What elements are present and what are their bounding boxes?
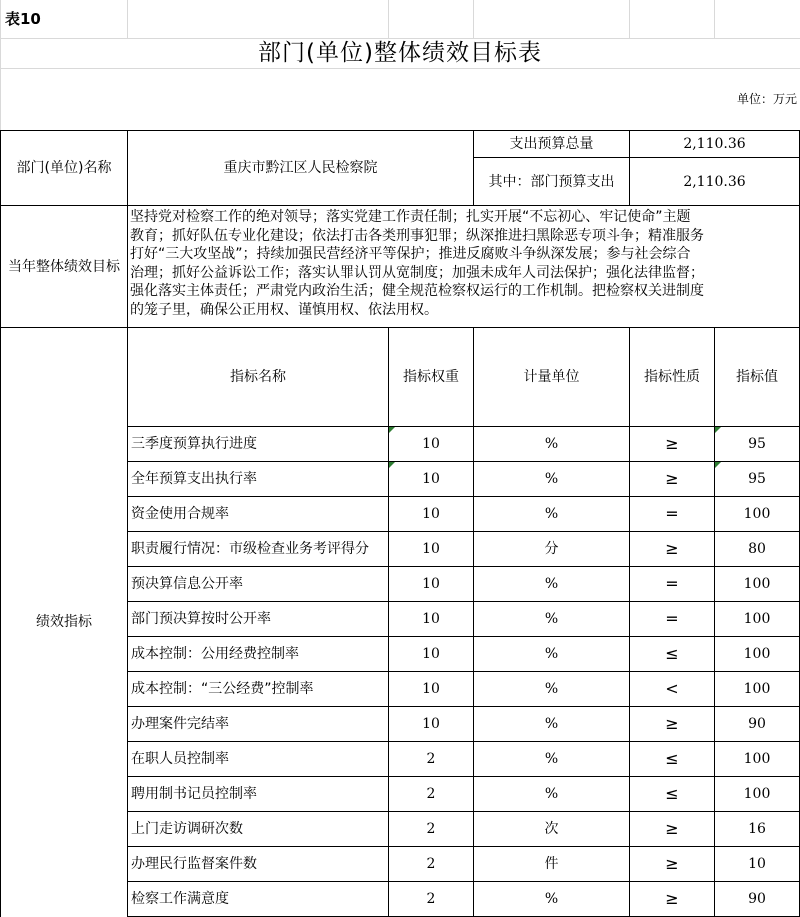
cell-name: 职责履行情况：市级检查业务考评得分 [131,540,369,557]
goal-line: 的笼子里，确保公正用权、谨慎用权、依法用权。 [130,301,438,318]
cell-name: 上门走访调研次数 [131,820,243,837]
cell-name: 检察工作满意度 [131,890,229,907]
budget-dept-value: 2,110.36 [683,173,746,190]
cell-value: 95 [748,471,766,487]
cell-weight: 2 [426,751,436,767]
cell-unit: % [544,891,559,907]
header-indicator-name: 指标名称 [230,369,286,385]
cell-nature: < [665,679,679,698]
goal-line: 教育；抓好队伍专业化建设；依法打击各类刑事犯罪；纵深推进扫黑除恶专项斗争；精准服务 [130,227,704,244]
cell-value: 95 [748,436,766,452]
cell-weight: 10 [422,646,440,662]
cell-value: 100 [743,576,771,592]
cell-name: 成本控制：“三公经费”控制率 [131,680,314,697]
goal-line: 强化落实主体责任；严肃党内政治生活；健全规范检察权运行的工作机制。把检察权关进制度 [130,283,704,299]
cell-name: 在职人员控制率 [131,750,229,767]
cell-value: 90 [748,716,766,732]
header-value: 指标值 [736,369,778,385]
cell-unit: % [544,716,559,732]
cell-name: 聘用制书记员控制率 [131,785,257,802]
header-nature: 指标性质 [644,369,700,385]
cell-weight: 10 [422,506,440,522]
cell-unit: % [544,786,559,802]
cell-value: 100 [743,611,771,627]
cell-value: 100 [743,681,771,697]
cell-value: 100 [743,646,771,662]
cell-nature: ≥ [665,889,679,908]
goal-text [130,208,798,326]
cell-name: 资金使用合规率 [131,505,229,522]
cell-unit: % [544,506,559,522]
cell-nature: ≥ [665,434,679,453]
cell-name: 预决算信息公开率 [131,575,243,592]
cell-name: 全年预算支出执行率 [131,470,257,487]
cell-weight: 10 [422,471,440,487]
budget-total-label: 支出预算总量 [509,136,594,152]
cell-nature: ≥ [665,539,679,558]
cell-unit: % [544,576,559,592]
cell-unit: 件 [544,856,559,872]
header-unit: 计量单位 [523,369,580,385]
cell-weight: 10 [422,681,440,697]
cell-value: 80 [748,541,766,557]
cell-name: 办理案件完结率 [131,715,229,732]
cell-nature: ≥ [665,469,679,488]
cell-unit: 次 [544,821,559,837]
cell-nature: ≤ [665,784,679,803]
indicator-section-label: 绩效指标 [36,614,92,630]
cell-nature: ≤ [665,749,679,768]
cell-weight: 10 [422,541,440,557]
page-title: 部门(单位)整体绩效目标表 [258,40,542,66]
cell-weight: 10 [422,716,440,732]
cell-unit: % [544,646,559,662]
cell-weight: 10 [422,436,440,452]
table-number: 表10 [5,10,41,28]
cell-name: 部门预决算按时公开率 [131,610,271,627]
cell-value: 16 [748,821,766,837]
goal-label: 当年整体绩效目标 [8,258,120,275]
cell-weight: 2 [426,821,436,837]
cell-weight: 2 [426,786,436,802]
cell-name: 成本控制：公用经费控制率 [131,645,299,662]
cell-name: 办理民行监督案件数 [131,855,257,872]
dept-name-label: 部门(单位)名称 [16,160,112,176]
cell-value: 90 [748,891,766,907]
cell-nature: ≤ [665,644,679,663]
cell-nature: ≥ [665,854,679,873]
cell-value: 100 [743,506,771,522]
cell-name: 三季度预算执行进度 [131,435,257,452]
cell-nature: = [665,574,679,593]
goal-line: 治理；抓好公益诉讼工作；落实认罪认罚从宽制度；加强未成年人司法保护；强化法律监督； [130,264,704,281]
cell-nature: = [665,609,679,628]
cell-unit: % [544,681,559,697]
cell-value: 100 [743,751,771,767]
cell-weight: 2 [426,891,436,907]
cell-weight: 10 [422,611,440,627]
unit-note: 单位：万元 [736,92,797,106]
cell-unit: % [544,611,559,627]
cell-nature: ≥ [665,819,679,838]
goal-line: 坚持党对检察工作的绝对领导；落实党建工作责任制；扎实开展“不忘初心、牢记使命”主题 [130,209,691,225]
budget-dept-label: 其中：部门预算支出 [488,173,615,190]
cell-unit: % [544,751,559,767]
budget-total-value: 2,110.36 [683,136,746,152]
cell-weight: 10 [422,576,440,592]
cell-value: 100 [743,786,771,802]
cell-nature: = [665,504,679,523]
goal-line: 打好“三大攻坚战”；持续加强民营经济平等保护；推进反腐败斗争纵深发展；参与社会综合 [130,246,691,262]
cell-unit: % [544,471,559,487]
cell-nature: ≥ [665,714,679,733]
dept-name-value: 重庆市黔江区人民检察院 [223,160,378,176]
header-weight: 指标权重 [403,369,459,385]
cell-unit: % [544,436,559,452]
cell-unit: 分 [544,541,559,557]
cell-weight: 2 [426,856,436,872]
cell-value: 10 [748,856,766,872]
